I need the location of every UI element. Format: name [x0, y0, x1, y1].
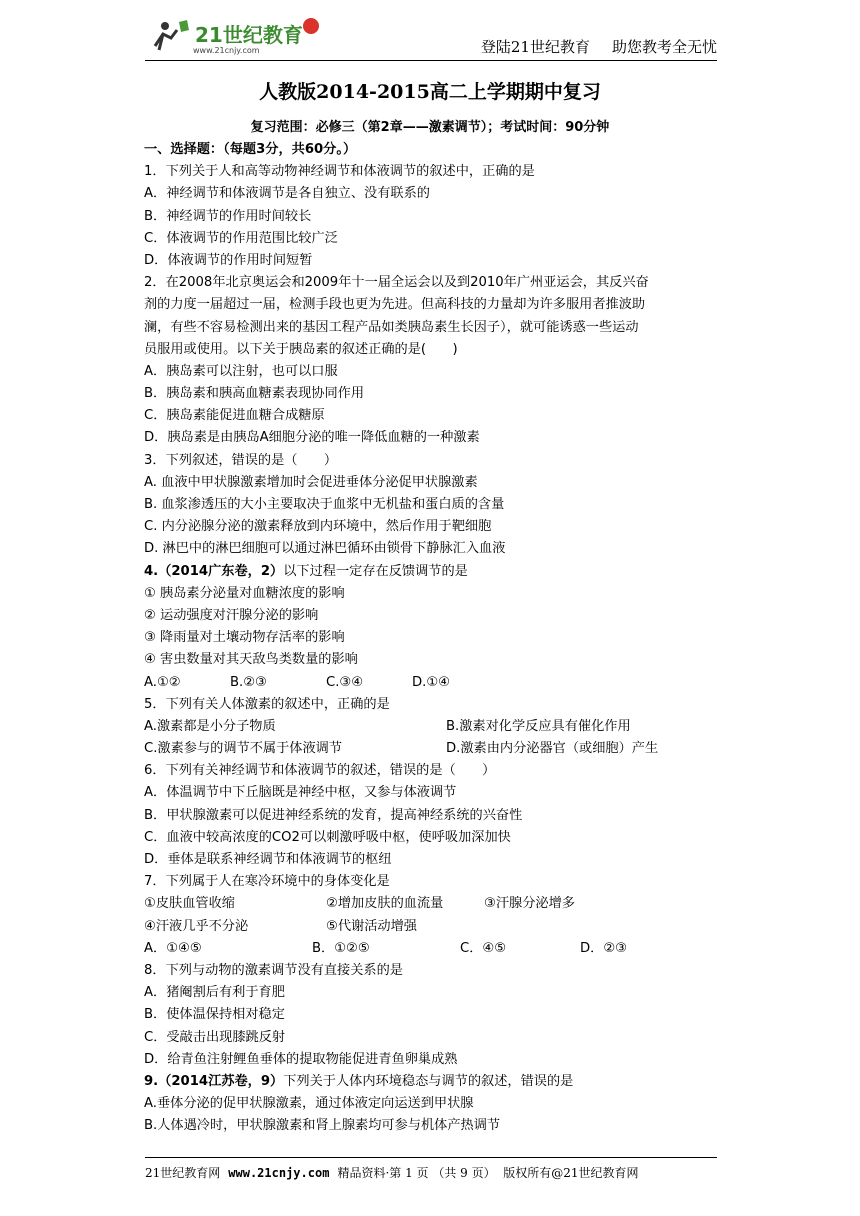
statement: ③汗腺分泌增多 [484, 896, 575, 912]
question-text: 下列关于人体内环境稳态与调节的叙述，错误的是 [283, 1073, 574, 1089]
header-login-text: 登陆21世纪教育 [480, 38, 590, 56]
option: C．血液中较高浓度的CO2可以刺激呼吸中枢，使呼吸加深加快 [144, 829, 511, 845]
option: D.①④ [412, 674, 450, 690]
option: C. 内分泌腺分泌的激素释放到内环境中，然后作用于靶细胞 [144, 519, 492, 535]
question-2-cont: 剂的力度一届超过一届，检测手段也更为先进。但高科技的力量却为许多服用者推波助 [144, 297, 646, 313]
statement: ⑤代谢活动增强 [326, 918, 417, 934]
option: B.人体遇冷时，甲状腺激素和肾上腺素均可参与机体产热调节 [144, 1118, 501, 1134]
question-1: 1．下列关于人和高等动物神经调节和体液调节的叙述中，正确的是 [144, 164, 535, 180]
statement: ③ 降雨量对土壤动物存活率的影响 [144, 630, 345, 646]
option: D．胰岛素是由胰岛A细胞分泌的唯一降低血糖的一种激素 [144, 430, 480, 446]
option: A.①② [144, 674, 181, 690]
footer-copyright: 版权所有@21世纪教育网 [503, 1166, 639, 1180]
footer-site: 21世纪教育网 [145, 1166, 221, 1180]
option: C．胰岛素能促进血糖合成糖原 [144, 408, 325, 424]
statement: ② 运动强度对汗腺分泌的影响 [144, 607, 319, 623]
header-slogan [459, 36, 717, 57]
option: B．甲状腺激素可以促进神经系统的发育，提高神经系统的兴奋性 [144, 807, 523, 823]
statement: ④ 害虫数量对其天敌鸟类数量的影响 [144, 652, 358, 668]
question-list [144, 139, 724, 1137]
option: A.垂体分泌的促甲状腺激素，通过体液定向运送到甲状腺 [144, 1096, 474, 1112]
option: A．胰岛素可以注射，也可以口服 [144, 363, 338, 379]
question-7-items-1 [144, 893, 724, 915]
option: B．使体温保持相对稳定 [144, 1007, 285, 1023]
question-8: 8．下列与动物的激素调节没有直接关系的是 [144, 962, 403, 978]
question-9 [144, 1071, 724, 1093]
logo [149, 16, 339, 56]
question-2-cont: 员服用或使用。以下关于胰岛素的叙述正确的是( ) [144, 341, 458, 357]
question-7-options [144, 938, 724, 960]
exam-subtitle: 复习范围：必修三（第2章——激素调节）；考试时间：90分钟 [250, 120, 610, 135]
question-3: 3．下列叙述，错误的是（ ） [144, 452, 338, 468]
option: B．神经调节的作用时间较长 [144, 208, 312, 224]
option: B. 血浆渗透压的大小主要取决于血浆中无机盐和蛋白质的含量 [144, 497, 505, 512]
statement: ②增加皮肤的血流量 [326, 896, 444, 912]
option: D. 淋巴中的淋巴细胞可以通过淋巴循环由锁骨下静脉汇入血液 [144, 541, 506, 557]
option: D．给青鱼注射鲤鱼垂体的提取物能促进青鱼卵巢成熟 [144, 1051, 458, 1067]
statement: ④汗液几乎不分泌 [144, 918, 249, 934]
page-header [145, 14, 717, 61]
option: A．①④⑤ [144, 940, 202, 956]
question-6: 6．下列有关神经调节和体液调节的叙述，错误的是（ ） [144, 763, 496, 779]
footer-url[interactable]: www.21cnjy.com [228, 1166, 330, 1180]
question-7-items-2 [144, 916, 724, 938]
question-5-options-ab [144, 716, 724, 738]
option: C.激素参与的调节不属于体液调节 [144, 741, 343, 757]
option: A．体温调节中下丘脑既是神经中枢，又参与体液调节 [144, 785, 457, 801]
option: D．②③ [580, 940, 627, 956]
option: C.③④ [326, 674, 364, 690]
question-2: 2．在2008年北京奥运会和2009年十一届全运会以及到2010年广州亚运会，其反兴奋 [144, 275, 649, 291]
option: D．体液调节的作用时间短暂 [144, 252, 313, 268]
page-footer [145, 1157, 717, 1181]
option: D．垂体是联系神经调节和体液调节的枢纽 [144, 852, 392, 867]
question-2-cont: 澜，有些不容易检测出来的基因工程产品如类胰岛素生长因子），就可能诱惑一些运动 [144, 319, 639, 335]
option: A. 血液中甲状腺激素增加时会促进垂体分泌促甲状腺激素 [144, 474, 478, 490]
option: A．神经调节和体液调节是各自独立、没有联系的 [144, 186, 430, 202]
question-text: 以下过程一定存在反馈调节的是 [283, 563, 468, 579]
footer-page-info: 精品资料·第 1 页 （共 9 页） [337, 1166, 496, 1180]
question-7: 7．下列属于人在寒冷环境中的身体变化是 [144, 874, 390, 890]
option: B.激素对化学反应具有催化作用 [446, 718, 631, 734]
option: C．受敲击出现膝跳反射 [144, 1029, 286, 1045]
logo-url: www.21cnjy.com [193, 46, 260, 55]
question-4 [144, 561, 724, 583]
option: D.激素由内分泌器官（或细胞）产生 [446, 741, 659, 757]
option: B.②③ [230, 674, 267, 690]
header-motto: 助您教考全无忧 [611, 38, 717, 56]
statement: ① 胰岛素分泌量对血糖浓度的影响 [144, 585, 345, 601]
page-title: 人教版2014-2015高二上学期期中复习 [259, 81, 601, 103]
question-5-options-cd [144, 738, 724, 760]
option: A.激素都是小分子物质 [144, 718, 276, 734]
option: B．胰岛素和胰高血糖素表现协同作用 [144, 386, 365, 402]
option: C．体液调节的作用范围比较广泛 [144, 230, 338, 246]
question-source: 4.（2014广东卷，2） [144, 563, 284, 579]
section-heading: 一、选择题：（每题3分，共60分。） [144, 142, 357, 157]
logo-text: 21世纪教育 [195, 23, 303, 47]
option: A．猪阉割后有利于育肥 [144, 985, 285, 1001]
question-source: 9.（2014江苏卷，9） [144, 1073, 284, 1089]
option: C．④⑤ [460, 940, 507, 956]
question-5: 5．下列有关人体激素的叙述中，正确的是 [144, 696, 390, 712]
option: B．①②⑤ [312, 940, 370, 956]
question-4-options [144, 672, 724, 694]
statement: ①皮肤血管收缩 [144, 896, 235, 912]
